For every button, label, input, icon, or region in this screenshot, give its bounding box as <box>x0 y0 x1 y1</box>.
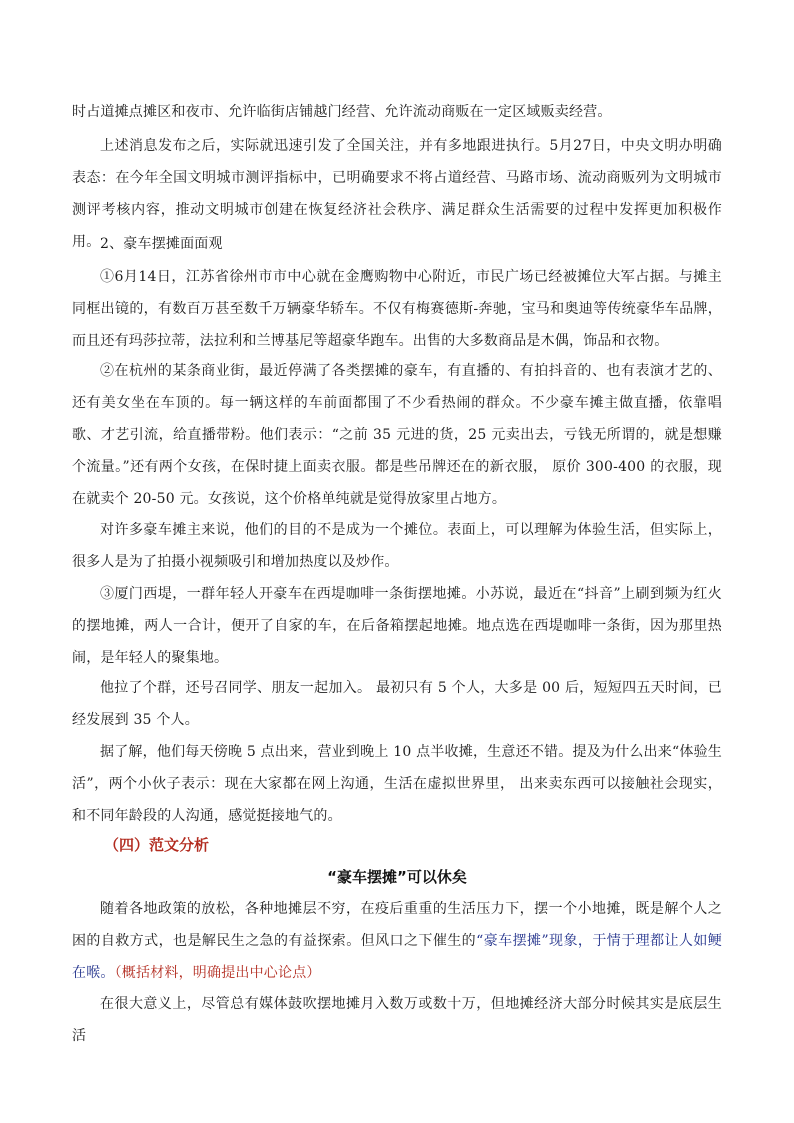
paragraph-hangzhou: ②在杭州的某条商业街，最近停满了各类摆摊的豪车，有直播的、有拍抖音的、也有表演才艺的、还有美女坐在车顶的。每一辆这样的车前面都围了不少看热闹的群众。不少豪车摊主做直播，依靠唱歌、才艺引流，给直播带粉。他们表示：“之前 35 元进的货，25 元卖出去，亏钱无所谓的，就是想赚个流量。”还有两个女孩，在保时捷上面卖衣服。都是些吊牌还在的新衣服， 原价 300-400 的衣服，现在就卖个 20-50 元。女孩说，这个价格单纯就是觉得放家里占地方。 <box>72 363 722 507</box>
paragraph-xuzhou: ①6月14日，江苏省徐州市市中心就在金鹰购物中心附近，市民广场已经被摊位大军占据。与摊主同框出镜的，有数百万甚至数千万辆豪华轿车。不仅有梅赛德斯-奔驰，宝马和奥迪等传统豪华车品牌，而且还有玛莎拉蒂，法拉利和兰博基尼等超豪华跑车。出售的大多数商品是木偶，饰品和衣物。 <box>72 269 722 349</box>
paragraph-continuation: 时占道摊点摊区和夜市、允许临街店铺越门经营、允许流动商贩在一定区域贩卖经营。 <box>72 104 612 120</box>
section-heading: （四）范文分析 <box>104 836 210 854</box>
paragraph-xiamen: ③厦门西堤，一群年轻人开豪车在西堤咖啡一条街摆地摊。小苏说，最近在“抖音”上刷到频为红火的摆地摊，两人一合计，便开了自家的车，在后备箱摆起地摊。地点选在西堤咖啡一条街，因为那里热闹，是年轻人的聚集地。 <box>72 586 722 666</box>
paragraph-purpose: 对许多豪车摊主来说，他们的目的不是成为一个摊位。表面上，可以理解为体验生活，但实际上，很多人是为了拍摄小视频吸引和增加热度以及炒作。 <box>72 522 722 570</box>
paragraph-civilization-office: 上述消息发布之后，实际就迅速引发了全国关注，并有多地跟进执行。5月27日，中央文明办明确表态：在今年全国文明城市测评指标中，已明确要求不将占道经营、马路市场、流动商贩列为文明城市测评考核内容，推动文明城市创建在恢复经济社会秩序、满足群众生活需要的过程中发挥更加积极作用。 <box>72 138 722 250</box>
subsection-heading: 2、豪车摆摊面面观 <box>100 236 223 252</box>
essay-annotation: （概括材料，明确提出中心论点） <box>114 965 321 981</box>
paragraph-group: 他拉了个群，还号召同学、朋友一起加入。 最初只有 5 个人，大多是 00 后，短短四五天时间，已经发展到 35 个人。 <box>72 680 722 728</box>
essay-paragraph-1 <box>72 893 722 989</box>
essay-paragraph-1-text: 随着各地政策的放松，各种地摊层不穷，在疫后重重的生活压力下，摆一个小地摊，既是解个人之困的自救方式，也是解民生之急的有益探索。但风口之下催生的 <box>72 901 722 949</box>
paragraph-interview: 据了解，他们每天傍晚 5 点出来，营业到晚上 10 点半收摊，生意还不错。提及为什么出来“体验生活”，两个小伙子表示：现在大家都在网上沟通，生活在虚拟世界里， 出来卖东西可以接触社会现实，和不同年龄段的人沟通，感觉挺接地气的。 <box>72 744 722 824</box>
essay-paragraph-2: 在很大意义上，尽管总有媒体鼓吹摆地摊月入数万或数十万，但地摊经济大部分时候其实是底层生活 <box>72 996 722 1044</box>
essay-quote: “豪车摆摊”现象，于情于理都让人如鲠在喉。 <box>72 933 722 981</box>
essay-title: “豪车摆摊”可以休矣 <box>327 868 467 886</box>
